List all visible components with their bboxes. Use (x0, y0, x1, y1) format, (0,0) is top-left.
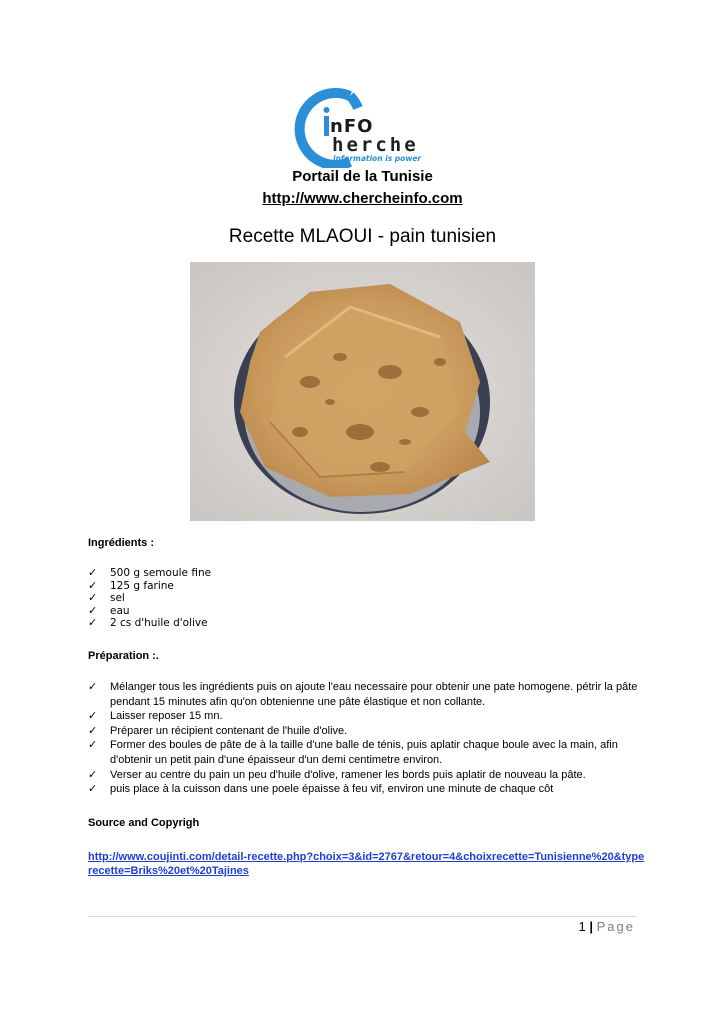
check-icon: ✓ (88, 782, 98, 796)
list-item: ✓ Laisser reposer 15 mn. (88, 709, 223, 723)
page-number: 1 (578, 919, 586, 934)
logo-text-info: nFO (330, 116, 374, 137)
check-icon: ✓ (88, 566, 98, 579)
recipe-title: Recette MLAOUI - pain tunisien (228, 226, 497, 247)
page-label: Page (596, 919, 635, 934)
check-icon: ✓ (88, 616, 98, 630)
footer-divider (88, 916, 636, 917)
check-icon: ✓ (88, 603, 98, 617)
logo-text-cherche: herche (332, 134, 419, 156)
check-icon: ✓ (88, 723, 98, 737)
list-item: ✓ puis place à la cuisson dans une poele épaisse à feu vif, environ une minute de chaque côt (88, 782, 554, 796)
logo-tagline: information is power (333, 154, 422, 163)
check-icon: ✓ (88, 767, 98, 781)
mlaoui-bread-photo (190, 262, 535, 521)
check-icon: ✓ (88, 680, 98, 693)
source-link[interactable]: http://www.coujinti.com/detail-recette.php?choix=3&id=2767&retour=4&choixrecette=Tunisienne%20&typerecette=Briks%20et%20Tajines (88, 851, 645, 877)
list-item: ✓ Mélanger tous les ingrédients puis on ajoute l'eau necessaire pour obtenir une pate homogene. pétrir la pâte pendant 15 minutes afin qu'on obtenienne une pâte élastique et non collante. (88, 680, 638, 708)
check-icon: ✓ (88, 738, 98, 752)
list-item: ✓ 125 g farine (88, 578, 174, 592)
bread-image-icon (190, 262, 535, 521)
page-footer (579, 919, 636, 934)
ingredients-list (88, 567, 211, 630)
portal-title: Portail de la Tunisie (292, 168, 433, 185)
preparation-steps-list (88, 680, 648, 797)
source-heading: Source and Copyrigh (88, 817, 200, 829)
check-icon: ✓ (88, 591, 98, 605)
chercheinfo-logo (288, 88, 428, 168)
check-icon: ✓ (88, 709, 98, 723)
check-icon: ✓ (88, 578, 98, 592)
list-item: ✓ 500 g semoule fine (88, 566, 212, 579)
preparation-heading: Préparation :. (88, 650, 159, 662)
list-item: ✓ 2 cs d'huile d'olive (88, 616, 208, 630)
footer-separator: | (589, 919, 593, 934)
portal-url-link[interactable]: http://www.chercheinfo.com (262, 190, 463, 207)
list-item: ✓ Former des boules de pâte de à la taille d'une balle de ténis, puis aplatir chaque boule avec la main, afin d'obtenir un petit pain d'une épaisseur d'un demi centimetre environ. (88, 738, 618, 766)
list-item: ✓ eau (88, 603, 130, 617)
list-item: ✓ Verser au centre du pain un peu d'huile d'olive, ramener les bords puis aplatir de nouveau la pâte. (88, 767, 586, 781)
list-item: ✓ Préparer un récipient contenant de l'huile d'olive. (88, 723, 348, 737)
list-item: ✓ sel (88, 591, 125, 605)
ingredients-heading: Ingrédients : (88, 537, 155, 549)
